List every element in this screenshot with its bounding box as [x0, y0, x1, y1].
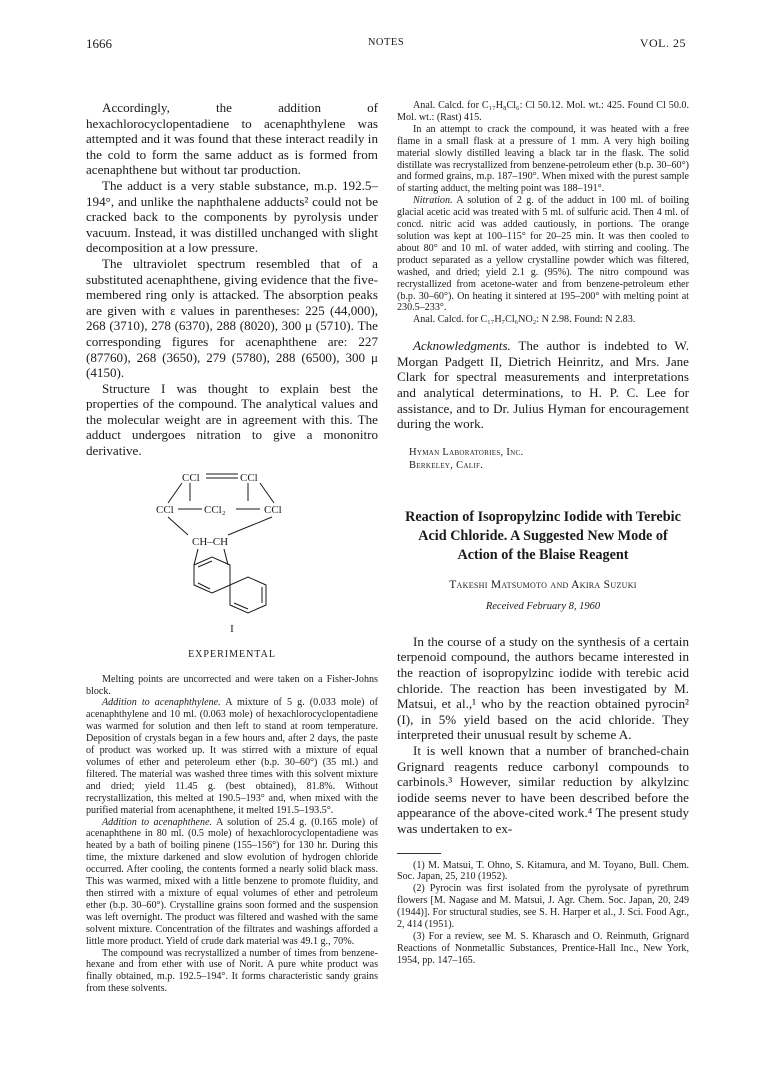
- struct-atom-mid-right: CCl: [264, 503, 282, 516]
- struct-atom-top-left: CCl: [182, 471, 200, 484]
- footnote-divider: [397, 853, 441, 854]
- run-in-heading: Addition to acenaphthylene.: [102, 697, 221, 709]
- analysis-line: Anal. Calcd. for C₁₇H₈Cl₆: Cl 50.12. Mol. wt.: 425. Found Cl 50.0. Mol. wt.: (Rast) 415.: [397, 100, 689, 123]
- footnote: (3) For a review, see M. S. Kharasch and O. Reinmuth, Grignard Reactions of Nonmetallic Substances, Prentice-Hall Inc., New York, 1954, pp. 147–165.: [397, 930, 689, 966]
- experimental-paragraph: In an attempt to crack the compound, it was heated with a free flame in a small flask at a pressure of 1 mm. A very high boiling material slowly distilled leaving a black tar in the flask. The solid distillate was recrystallized from benzene-petroleum ether (b.p. 30–60°) and formed grains, m.p. 187–190°. When mixed with the purest sample of starting adduct, the melting point was 188–191°.: [397, 123, 689, 195]
- struct-atom-top-right: CCl: [240, 471, 258, 484]
- body-paragraph: Structure I was thought to explain best the properties of the compound. The analytical values and the molecular weight are in agreement with this. The adduct undergoes nitration to give a mononitro derivative.: [86, 380, 378, 459]
- experimental-paragraph: Nitration. A solution of 2 g. of the adduct in 100 ml. of boiling glacial acetic acid was treated with 5 ml. of sulfuric acid. Then 4 ml. of concd. nitric acid was added cautiously, in portions. The orange solution was kept at 100–115° for 20–25 min. It was then cooled to about 80° and 10 ml. of water added, with stirring and cooling. The product separated as a yellow crystalline powder which was filtered, washed, and dried; yield 2.1 g. (95%). The nitro compound was recrystallized from acetone-water and from benzene-petroleum ether (b.p. 30–60°). On heating it sintered at 195–200° with melting point at 230.5–233°.: [397, 195, 689, 314]
- footnote: (1) M. Matsui, T. Ohno, S. Kitamura, and M. Toyano, Bull. Chem. Soc. Japan, 25, 210 (1952).: [397, 859, 689, 883]
- experimental-paragraph: Melting points are uncorrected and were taken on a Fisher-Johns block.: [86, 673, 378, 697]
- experimental-paragraph: Addition to acenaphthylene. A mixture of 5 g. (0.033 mole) of acenaphthylene and 10 ml. (0.063 mole) of hexachlorocyclopentadiene was warmed for solution and then left to stand at room temperature. Deposition of crystals began in a few hours and, after 2 days, the paste of product was worked up. It was stirred with a mixture of equal volumes of ether and peteroleum ether (b.p. 30–60°) (35 ml.) and filtered. The material was washed three times with this solvent mixture and dried; yield 11.45 g. (best obtained), 81.8%. Without recrystallization, this melted at 190.5–193° and, when mixed with the purified material from acenaphthene, it melted 191.5–193.5°.: [86, 697, 379, 816]
- run-in-heading: Nitration.: [413, 195, 453, 207]
- experimental-heading: EXPERIMENTAL: [188, 648, 276, 660]
- affiliation: [397, 446, 689, 472]
- body-paragraph: Accordingly, the addition of hexachlorocyclopentadiene to acenaphthylene was attempted and it was found that these interact readily in the cold to form the same adduct as is formed from acenaphthene but without tar production.: [86, 100, 378, 178]
- run-in-heading: Acknowledgments.: [413, 338, 511, 354]
- structure-label: I: [230, 622, 234, 635]
- chemical-structure-diagram: [132, 467, 332, 619]
- struct-atom-mid-center: CCl₂: [204, 503, 226, 516]
- left-column: [86, 100, 378, 995]
- experimental-paragraph: The compound was recrystallized a number of times from benzene-hexane and from ether with use of Norit. A pure white product was finally obtained, m.p. 192.5–194°. It forms characteristic sandy grains from these solvents.: [86, 947, 378, 995]
- run-in-heading: Addition to acenaphthene.: [102, 816, 213, 828]
- struct-atom-bottom: CH–CH: [192, 535, 229, 548]
- body-paragraph: It is well known that a number of branched-chain Grignard reagents reduce carbonyl compounds to carbinols.³ However, similar reduction by alkylzinc iodide seems never to have been described before the appearance of the above-cited work.⁴ The present study was undertaken to ex-: [397, 742, 689, 836]
- acknowledgments-paragraph: Acknowledgments. The author is indebted to W. Morgan Padgett II, Dietrich Heinritz, and Mrs. Jane Clark for spectral measurements and interpretations and analytical determinations, to H. P. C. Lee for assistance, and to Dr. Julius Hyman for encouragement during the work.: [397, 338, 689, 432]
- running-header: [86, 36, 686, 52]
- body-paragraph: The adduct is a very stable substance, m.p. 192.5–194°, and unlike the naphthalene adducts² could not be cracked back to the components by pyrolysis under vacuum. Instead, it was distilled unchanged with slight decomposition at a low pressure.: [86, 177, 378, 256]
- affiliation-line: Hyman Laboratories, Inc.: [409, 446, 524, 458]
- article-title: Reaction of Isopropylzinc Iodide with Terebic Acid Chloride. A Suggested New Mode of Action of the Blaise Reagent: [405, 508, 681, 563]
- analysis-line: Anal. Calcd. for C₁₇H₇Cl₆NO₂: N 2.98. Found: N 2.83.: [413, 314, 636, 326]
- right-column: [397, 100, 689, 967]
- body-paragraph: The ultraviolet spectrum resembled that of a substituted acenaphthene, giving evidence that the five-membered ring only is attacked. The absorption peaks are given with ε values in parentheses: 225 (44,000), 268 (3710), 278 (6370), 288 (8020), 300 μ (5710). The corresponding figures for acenaphthene are: 227 (87760), 268 (3650), 279 (5780), 288 (6500), 300 μ (4150).: [86, 255, 378, 381]
- article-authors: Takeshi Matsumoto and Akira Suzuki: [449, 578, 637, 591]
- received-date: Received February 8, 1960: [485, 600, 601, 612]
- section-title: NOTES: [367, 37, 405, 48]
- struct-atom-mid-left: CCl: [156, 503, 174, 516]
- body-paragraph: In the course of a study on the synthesis of a certain terpenoid compound, the authors became interested in the reaction of isopropylzinc iodide with terebic acid chloride. The reaction has been investigated by M. Matsui, et al.,¹ who by the reaction obtained pyrocin² (I), in 5% yield based on the acid chloride. They interpreted their unusual result by scheme A.: [397, 633, 689, 743]
- affiliation-line: Berkeley, Calif.: [409, 459, 484, 471]
- experimental-paragraph: Addition to acenaphthene. A solution of 25.4 g. (0.165 mole) of acenaphthene in 80 ml. (0.5 mole) of hexachlorocyclopentadiene was heated by a bath of boiling pinene (155–156°) for 130 hr. During this time, the mixture darkened and slow evolution of hydrogen chloride occurred. After cooling, the contents formed a nearly solid black mass. This was warmed, mixed with a little benzene to promote fluidity, and then stirred with a mixture of equal volumes of ether and petroleum ether (b.p. 30–60°). Crystalline grains soon formed and the suspension was left overnight. The product was filtered and washed with the same solvent mixture. Concentration of the filtrates and washings afforded a little more product. Yield of crude dark material was 49.1 g., 70%.: [86, 816, 379, 947]
- page-number: 1666: [86, 36, 112, 51]
- volume-label: VOL. 25: [639, 36, 686, 50]
- footnote: (2) Pyrocin was first isolated from the pyrolysate of pyrethrum flowers [M. Nagase and M. Matsui, J. Agr. Chem. Soc. Japan, 20, 249 (1944)]. For structural studies, see S. H. Harper et al., J. Sci. Food Agr., 2, 414 (1951).: [397, 883, 689, 931]
